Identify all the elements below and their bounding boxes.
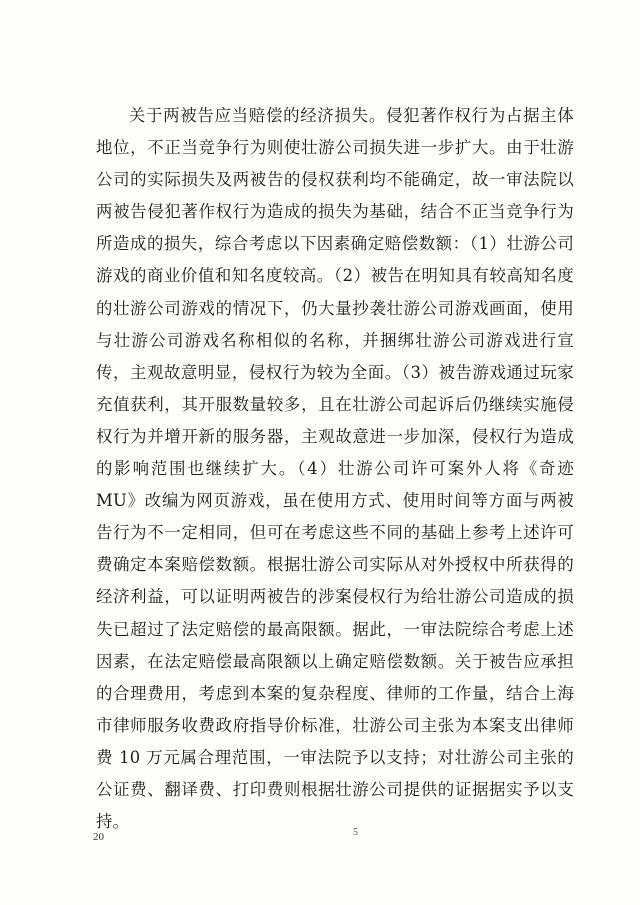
page-number: 20 — [93, 831, 104, 843]
scan-mark: 5 — [353, 827, 358, 838]
body-paragraph: 关于两被告应当赔偿的经济损失。侵犯著作权行为占据主体地位，不正当竞争行为则使壮游公司损失进一步扩大。由于壮游公司的实际损失及两被告的侵权获利均不能确定，故一审法院以两被告侵犯著作权行为造成的损失为基础，结合不正当竞争行为所造成的损失，综合考虑以下因素确定赔偿数额：（1）壮游公司游戏的商业价值和知名度较高。（2）被告在明知具有较高知名度的壮游公司游戏的情况下，仍大量抄袭壮游公司游戏画面，使用与壮游公司游戏名称相似的名称，并捆绑壮游公司游戏进行宣传，主观故意明显，侵权行为较为全面。（3）被告游戏通过玩家充值获利，其开服数量较多，且在壮游公司起诉后仍继续实施侵权行为并增开新的服务器，主观故意进一步加深，侵权行为造成的影响范围也继续扩大。（4）壮游公司许可案外人将《奇迹 MU》改编为网页游戏，虽在使用方式、使用时间等方面与两被告行为不一定相同，但可在考虑这些不同的基础上参考上述许可费确定本案赔偿数额。根据壮游公司实际从对外授权中所获得的经济利益，可以证明两被告的涉案侵权行为给壮游公司造成的损失已超过了法定赔偿的最高限额。据此，一审法院综合考虑上述因素，在法定赔偿最高限额以上确定赔偿数额。关于被告应承担的合理费用，考虑到本案的复杂程度、律师的工作量，结合上海市律师服务收费政府指导价标准，壮游公司主张为本案支出律师费 10 万元属合理范围，一审法院予以支持；对壮游公司主张的公证费、翻译费、打印费则根据壮游公司提供的证据据实予以支持。 — [96, 106, 574, 832]
